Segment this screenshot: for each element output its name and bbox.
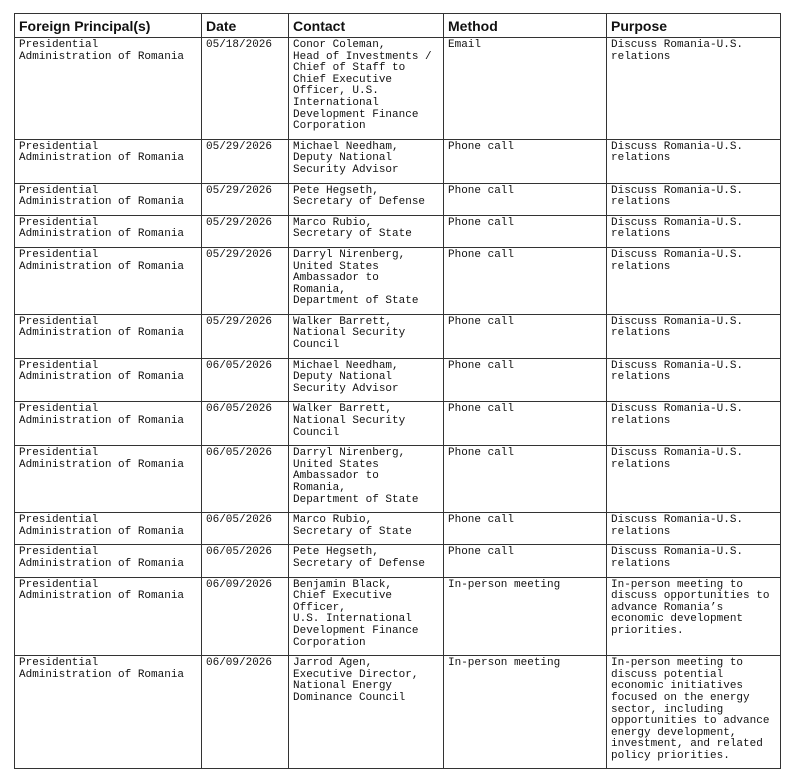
cell-date: 05/29/2026 (202, 139, 289, 183)
cell-method: In-person meeting (444, 656, 607, 769)
cell-foreign-principal: Presidential Administration of Romania (15, 215, 202, 247)
header-row (15, 14, 781, 38)
cell-contact: Marco Rubio, Secretary of State (289, 215, 444, 247)
cell-foreign-principal: Presidential Administration of Romania (15, 545, 202, 577)
cell-contact: Michael Needham, Deputy National Security Advisor (289, 139, 444, 183)
cell-purpose: Discuss Romania-U.S. relations (607, 38, 781, 140)
cell-purpose: Discuss Romania-U.S. relations (607, 545, 781, 577)
cell-contact: Darryl Nirenberg, United States Ambassador to Romania, Department of State (289, 446, 444, 513)
cell-date: 05/29/2026 (202, 247, 289, 314)
table-header (15, 14, 781, 38)
cell-purpose: Discuss Romania-U.S. relations (607, 183, 781, 215)
cell-date: 06/09/2026 (202, 656, 289, 769)
cell-foreign-principal: Presidential Administration of Romania (15, 183, 202, 215)
cell-purpose: Discuss Romania-U.S. relations (607, 402, 781, 446)
table-row (15, 577, 781, 656)
cell-date: 05/29/2026 (202, 314, 289, 358)
header-foreign-principal: Foreign Principal(s) (15, 14, 202, 38)
cell-method: Phone call (444, 314, 607, 358)
cell-date: 06/05/2026 (202, 446, 289, 513)
table-row (15, 402, 781, 446)
cell-foreign-principal: Presidential Administration of Romania (15, 358, 202, 402)
cell-purpose: Discuss Romania-U.S. relations (607, 446, 781, 513)
table-row (15, 513, 781, 545)
cell-purpose: Discuss Romania-U.S. relations (607, 314, 781, 358)
cell-contact: Michael Needham, Deputy National Security Advisor (289, 358, 444, 402)
cell-date: 05/18/2026 (202, 38, 289, 140)
header-contact: Contact (289, 14, 444, 38)
cell-foreign-principal: Presidential Administration of Romania (15, 139, 202, 183)
table-row (15, 38, 781, 140)
header-purpose: Purpose (607, 14, 781, 38)
cell-method: Phone call (444, 446, 607, 513)
cell-contact: Pete Hegseth, Secretary of Defense (289, 183, 444, 215)
cell-purpose: In-person meeting to discuss opportunities to advance Romania’s economic development priorities. (607, 577, 781, 656)
cell-foreign-principal: Presidential Administration of Romania (15, 314, 202, 358)
cell-contact: Benjamin Black, Chief Executive Officer, U.S. International Development Finance Corporation (289, 577, 444, 656)
cell-contact: Marco Rubio, Secretary of State (289, 513, 444, 545)
cell-contact: Walker Barrett, National Security Council (289, 314, 444, 358)
cell-contact: Conor Coleman, Head of Investments / Chief of Staff to Chief Executive Officer, U.S. International Development Finance Corporation (289, 38, 444, 140)
cell-date: 06/09/2026 (202, 577, 289, 656)
table-row (15, 247, 781, 314)
cell-foreign-principal: Presidential Administration of Romania (15, 577, 202, 656)
cell-method: Phone call (444, 183, 607, 215)
cell-date: 06/05/2026 (202, 358, 289, 402)
cell-contact: Jarrod Agen, Executive Director, National Energy Dominance Council (289, 656, 444, 769)
cell-foreign-principal: Presidential Administration of Romania (15, 656, 202, 769)
cell-method: Phone call (444, 247, 607, 314)
cell-method: In-person meeting (444, 577, 607, 656)
cell-foreign-principal: Presidential Administration of Romania (15, 402, 202, 446)
table-row (15, 446, 781, 513)
table-row (15, 656, 781, 769)
cell-purpose: Discuss Romania-U.S. relations (607, 358, 781, 402)
table-row (15, 545, 781, 577)
cell-contact: Pete Hegseth, Secretary of Defense (289, 545, 444, 577)
cell-date: 06/05/2026 (202, 545, 289, 577)
cell-method: Email (444, 38, 607, 140)
cell-foreign-principal: Presidential Administration of Romania (15, 38, 202, 140)
cell-contact: Walker Barrett, National Security Council (289, 402, 444, 446)
header-date: Date (202, 14, 289, 38)
cell-method: Phone call (444, 358, 607, 402)
table-row (15, 358, 781, 402)
cell-contact: Darryl Nirenberg, United States Ambassador to Romania, Department of State (289, 247, 444, 314)
cell-purpose: Discuss Romania-U.S. relations (607, 247, 781, 314)
cell-purpose: Discuss Romania-U.S. relations (607, 215, 781, 247)
cell-foreign-principal: Presidential Administration of Romania (15, 247, 202, 314)
cell-date: 05/29/2026 (202, 215, 289, 247)
cell-method: Phone call (444, 139, 607, 183)
cell-method: Phone call (444, 215, 607, 247)
cell-method: Phone call (444, 402, 607, 446)
cell-purpose: In-person meeting to discuss potential economic initiatives focused on the energy sector, including opportunities to advance energy development, investment, and related policy priorities. (607, 656, 781, 769)
cell-method: Phone call (444, 513, 607, 545)
header-method: Method (444, 14, 607, 38)
table-row (15, 139, 781, 183)
cell-date: 06/05/2026 (202, 402, 289, 446)
cell-foreign-principal: Presidential Administration of Romania (15, 513, 202, 545)
cell-purpose: Discuss Romania-U.S. relations (607, 139, 781, 183)
cell-purpose: Discuss Romania-U.S. relations (607, 513, 781, 545)
cell-date: 06/05/2026 (202, 513, 289, 545)
cell-method: Phone call (444, 545, 607, 577)
cell-date: 05/29/2026 (202, 183, 289, 215)
table-body (15, 38, 781, 769)
cell-foreign-principal: Presidential Administration of Romania (15, 446, 202, 513)
table-row (15, 314, 781, 358)
table-row (15, 183, 781, 215)
table-row (15, 215, 781, 247)
contacts-table (14, 13, 781, 769)
